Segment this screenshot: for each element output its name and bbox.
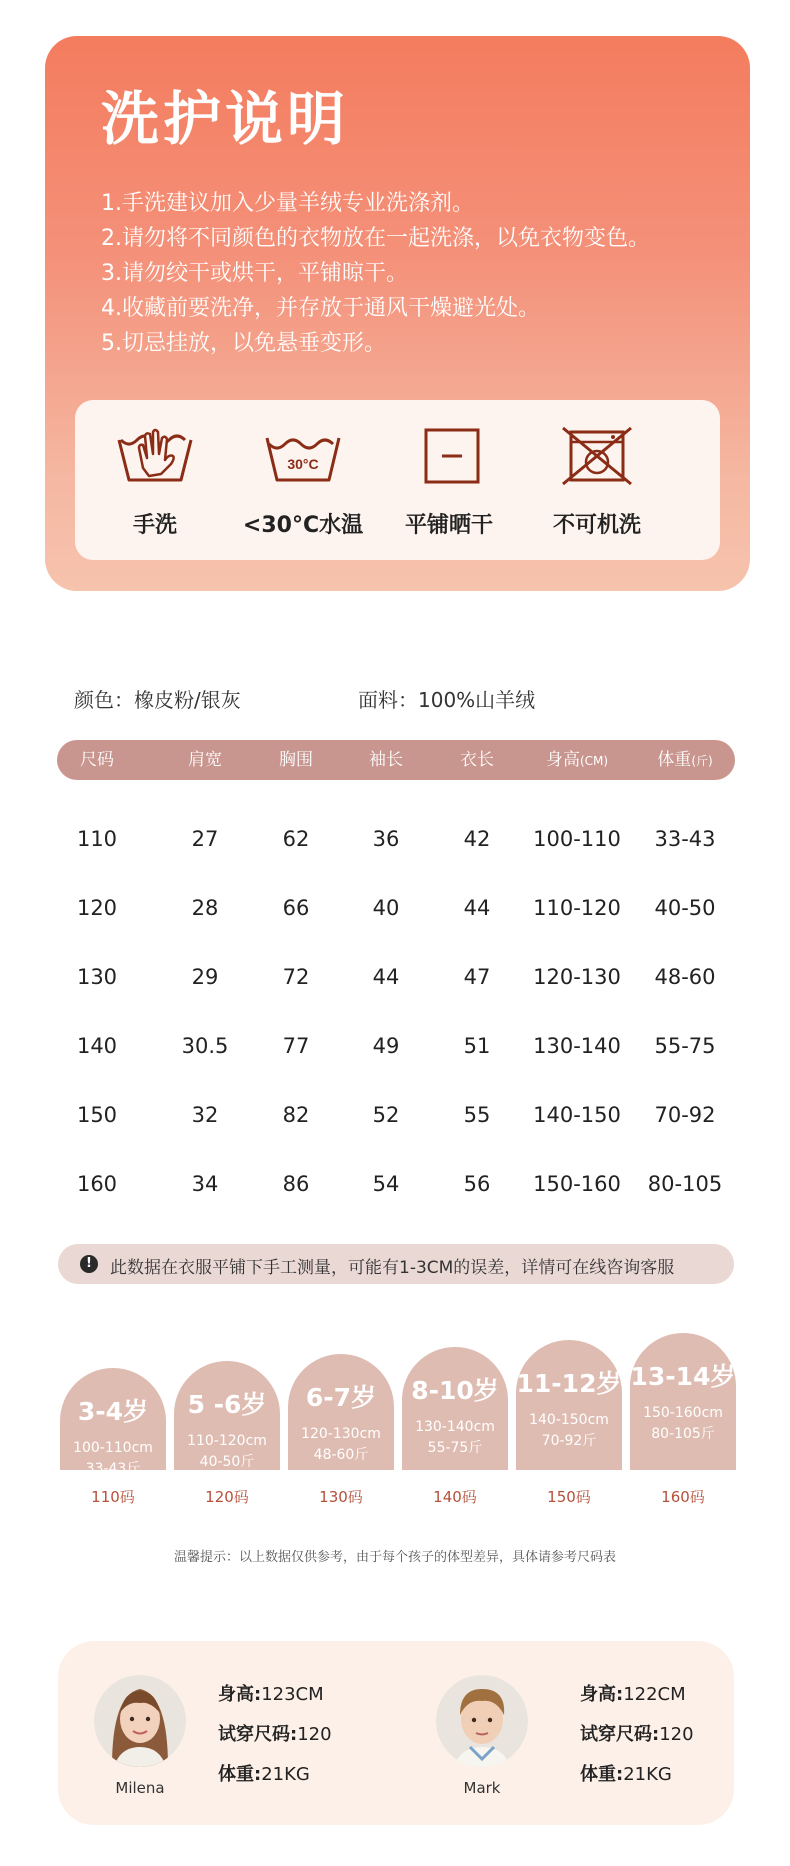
table-cell: 40-50 <box>654 896 716 920</box>
size-guide-height: 130-140cm <box>415 1419 495 1435</box>
table-cell: 44 <box>463 896 491 920</box>
size-guide-card <box>288 1354 394 1470</box>
table-cell: 33-43 <box>654 827 716 851</box>
table-cell: 55 <box>463 1103 491 1127</box>
table-cell: 140 <box>76 1034 118 1058</box>
size-guide-weight: 55-75斤 <box>427 1440 483 1456</box>
table-cell: 40 <box>372 896 400 920</box>
model-height: 身高:123CM <box>218 1684 324 1705</box>
notice-text: 此数据在衣服平铺下手工测量，可能有1-3CM的误差，详情可在线咨询客服 <box>110 1258 675 1278</box>
hand-wash-icon <box>115 424 195 488</box>
model-name: Mark <box>463 1779 501 1797</box>
size-guide-height: 150-160cm <box>643 1405 723 1421</box>
care-icon-item <box>75 424 235 539</box>
size-guide-weight: 80-105斤 <box>651 1426 715 1442</box>
table-cell: 29 <box>191 965 219 989</box>
table-row <box>0 827 790 867</box>
table-cell: 56 <box>463 1172 491 1196</box>
size-guide-weight: 33-43斤 <box>85 1461 141 1477</box>
table-cell: 150 <box>76 1103 118 1127</box>
care-item: 4.收藏前要洗净，并存放于通风干燥避光处。 <box>101 296 540 321</box>
care-item: 5.切忌挂放，以免悬垂变形。 <box>101 331 386 356</box>
size-guide-card <box>516 1340 622 1470</box>
care-list <box>101 186 650 361</box>
spec-fabric: 面料：100%山羊绒 <box>358 688 536 712</box>
size-guide-height: 100-110cm <box>73 1440 153 1456</box>
table-cell: 110 <box>76 827 118 851</box>
size-guide-height: 140-150cm <box>529 1412 609 1428</box>
th-weight: 体重(斤) <box>657 750 713 770</box>
size-guide-card <box>174 1361 280 1470</box>
table-cell: 34 <box>191 1172 219 1196</box>
tip-text: 温馨提示：以上数据仅供参考，由于每个孩子的体型差异，具体请参考尺码表 <box>173 1550 616 1565</box>
girl-avatar-icon <box>94 1675 186 1767</box>
size-guide-height: 120-130cm <box>301 1426 381 1442</box>
table-cell: 130 <box>76 965 118 989</box>
measurement-notice <box>58 1244 734 1284</box>
table-cell: 120 <box>76 896 118 920</box>
size-guide-weight: 48-60斤 <box>313 1447 369 1463</box>
model-size: 试穿尺码:120 <box>218 1724 332 1745</box>
table-cell: 160 <box>76 1172 118 1196</box>
th-sleeve: 袖长 <box>369 750 403 770</box>
boy-avatar-icon <box>436 1675 528 1767</box>
table-cell: 52 <box>372 1103 400 1127</box>
table-cell: 86 <box>282 1172 310 1196</box>
th-length: 衣长 <box>460 750 494 770</box>
table-cell: 82 <box>282 1103 310 1127</box>
wash-temp-badge: 30°C <box>287 456 319 472</box>
table-row <box>0 1103 790 1143</box>
care-icon-label: 手洗 <box>132 513 177 538</box>
size-guide-code: 110码 <box>91 1488 135 1506</box>
table-cell: 100-110 <box>533 827 621 851</box>
avatar <box>436 1675 528 1767</box>
size-guide-height: 110-120cm <box>187 1433 267 1449</box>
table-cell: 110-120 <box>533 896 621 920</box>
table-cell: 140-150 <box>533 1103 621 1127</box>
no-machine-wash-icon <box>557 424 637 488</box>
care-item: 1.手洗建议加入少量羊绒专业洗涤剂。 <box>101 191 474 216</box>
size-guide-code: 140码 <box>433 1488 477 1506</box>
table-cell: 130-140 <box>533 1034 621 1058</box>
model-info <box>218 1675 332 1795</box>
table-cell: 32 <box>191 1103 219 1127</box>
dry-flat-icon <box>409 424 489 488</box>
size-guide-code: 150码 <box>547 1488 591 1506</box>
table-cell: 28 <box>191 896 219 920</box>
care-icon-item <box>369 424 529 539</box>
th-shoulder: 肩宽 <box>188 750 222 770</box>
care-icon-label: 不可机洗 <box>552 513 641 538</box>
table-cell: 77 <box>282 1034 310 1058</box>
table-cell: 42 <box>463 827 491 851</box>
table-cell: 62 <box>282 827 310 851</box>
size-guide-age: 8-10岁 <box>411 1376 499 1405</box>
table-cell: 54 <box>372 1172 400 1196</box>
table-cell: 49 <box>372 1034 400 1058</box>
spec-color: 颜色：橡皮粉/银灰 <box>74 688 241 712</box>
model-weight: 体重:21KG <box>218 1764 310 1785</box>
care-icon-label: 平铺晒干 <box>404 513 493 538</box>
table-cell: 30.5 <box>181 1034 229 1058</box>
model-size: 试穿尺码:120 <box>580 1724 694 1745</box>
table-cell: 51 <box>463 1034 491 1058</box>
size-guide-age: 3-4岁 <box>77 1397 149 1426</box>
size-guide-weight: 70-92斤 <box>541 1433 597 1449</box>
size-guide-code: 120码 <box>205 1488 249 1506</box>
care-title: 洗护说明 <box>101 85 350 153</box>
care-icon-item <box>517 424 677 539</box>
table-cell: 55-75 <box>654 1034 716 1058</box>
size-guide-age: 11-12岁 <box>516 1369 622 1398</box>
model-weight: 体重:21KG <box>580 1764 672 1785</box>
model-info <box>580 1675 694 1795</box>
size-guide-code: 160码 <box>661 1488 705 1506</box>
care-icon-label: <30°C水温 <box>242 513 364 538</box>
table-row <box>0 1034 790 1074</box>
size-guide-age: 6-7岁 <box>305 1383 377 1412</box>
size-guide-age: 5 -6岁 <box>187 1390 267 1419</box>
avatar <box>94 1675 186 1767</box>
table-cell: 80-105 <box>647 1172 723 1196</box>
table-cell: 70-92 <box>654 1103 716 1127</box>
table-cell: 27 <box>191 827 219 851</box>
model-section <box>58 1641 734 1825</box>
table-cell: 47 <box>463 965 491 989</box>
table-cell: 44 <box>372 965 400 989</box>
table-cell: 36 <box>372 827 400 851</box>
size-table-header <box>57 740 735 780</box>
size-guide-age: 13-14岁 <box>630 1362 736 1391</box>
size-guide-code: 130码 <box>319 1488 363 1506</box>
model-height: 身高:122CM <box>580 1684 686 1705</box>
table-cell: 150-160 <box>533 1172 621 1196</box>
table-row <box>0 965 790 1005</box>
table-cell: 48-60 <box>654 965 716 989</box>
th-chest: 胸围 <box>279 750 313 770</box>
size-guide-card <box>60 1368 166 1477</box>
care-icon-item <box>223 424 383 539</box>
table-cell: 72 <box>282 965 310 989</box>
wash-30c-icon <box>263 424 343 488</box>
table-row <box>0 896 790 936</box>
size-guide-card <box>630 1333 736 1470</box>
th-height: 身高(CM) <box>545 750 609 770</box>
care-item: 2.请勿将不同颜色的衣物放在一起洗涤，以免衣物变色。 <box>101 226 650 251</box>
table-cell: 66 <box>282 896 310 920</box>
size-guide-card <box>402 1347 508 1470</box>
table-row <box>0 1172 790 1212</box>
care-icon-panel <box>75 400 720 560</box>
care-item: 3.请勿绞干或烘干，平铺晾干。 <box>101 261 408 286</box>
size-guide-weight: 40-50斤 <box>199 1454 255 1470</box>
model-name: Milena <box>115 1779 165 1797</box>
th-size: 尺码 <box>80 750 114 770</box>
warning-icon: ! <box>80 1255 98 1273</box>
table-cell: 120-130 <box>533 965 621 989</box>
care-section <box>45 36 750 591</box>
